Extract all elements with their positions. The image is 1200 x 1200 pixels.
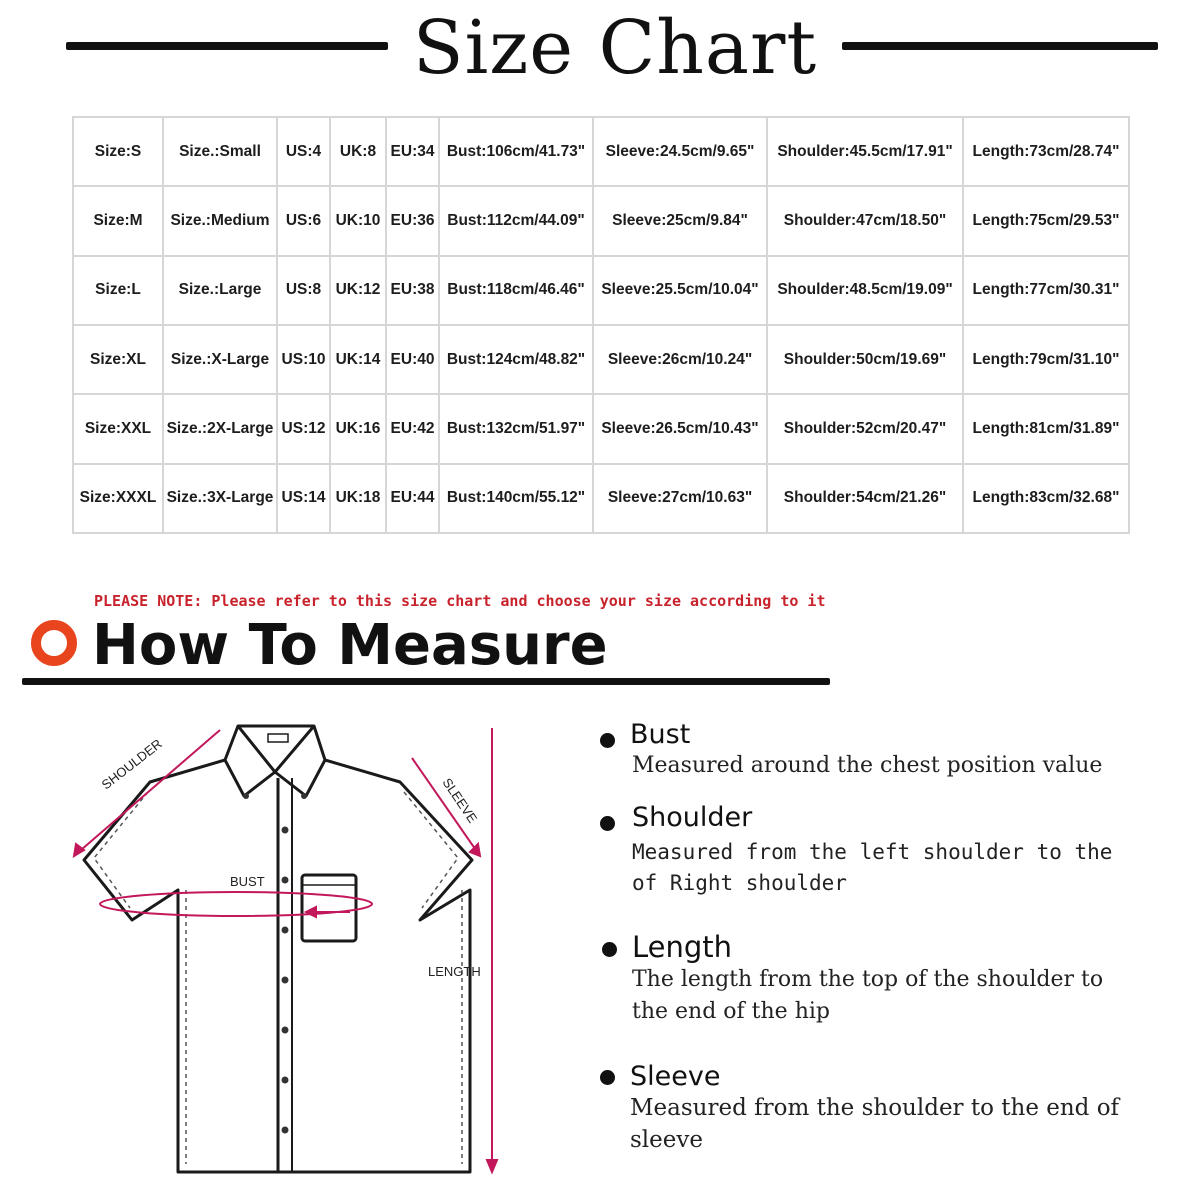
- guide-heading: Length: [632, 930, 733, 964]
- table-row: [73, 325, 1129, 394]
- circle-ring-icon: [29, 618, 79, 668]
- table-cell: EU:42: [386, 394, 439, 463]
- table-cell: Shoulder:45.5cm/17.91": [767, 117, 963, 186]
- shirt-buttons: [243, 793, 307, 1134]
- table-cell: UK:8: [330, 117, 386, 186]
- table-cell: Shoulder:47cm/18.50": [767, 186, 963, 255]
- shirt-collar: [225, 726, 325, 796]
- table-cell: Length:73cm/28.74": [963, 117, 1129, 186]
- table-cell: Size.:Large: [163, 256, 277, 325]
- guide-description: Measured around the chest position value: [632, 753, 1103, 778]
- table-cell: UK:10: [330, 186, 386, 255]
- table-cell: Sleeve:26.5cm/10.43": [593, 394, 767, 463]
- table-cell: EU:44: [386, 464, 439, 533]
- table-cell: Bust:112cm/44.09": [439, 186, 593, 255]
- table-cell: UK:14: [330, 325, 386, 394]
- table-cell: US:12: [277, 394, 330, 463]
- table-cell: Sleeve:25cm/9.84": [593, 186, 767, 255]
- table-cell: Size.:2X-Large: [163, 394, 277, 463]
- table-row: [73, 186, 1129, 255]
- table-cell: EU:38: [386, 256, 439, 325]
- table-cell: US:10: [277, 325, 330, 394]
- table-cell: Length:81cm/31.89": [963, 394, 1129, 463]
- diagram-label-shoulder: SHOULDER: [98, 736, 165, 793]
- table-cell: US:14: [277, 464, 330, 533]
- table-cell: Bust:132cm/51.97": [439, 394, 593, 463]
- table-cell: Shoulder:54cm/21.26": [767, 464, 963, 533]
- table-cell: US:6: [277, 186, 330, 255]
- table-row: [73, 464, 1129, 533]
- please-note: PLEASE NOTE: Please refer to this size chart and choose your size according to it: [94, 592, 826, 610]
- table-cell: UK:12: [330, 256, 386, 325]
- table-cell: Shoulder:48.5cm/19.09": [767, 256, 963, 325]
- table-cell: US:4: [277, 117, 330, 186]
- table-cell: Size:M: [73, 186, 163, 255]
- page-title: Size Chart: [412, 5, 818, 91]
- table-cell: Sleeve:24.5cm/9.65": [593, 117, 767, 186]
- table-cell: Size:S: [73, 117, 163, 186]
- guide-description: Measured from the left shoulder to the of Right shoulder: [632, 840, 1113, 895]
- title-rule-right: [842, 42, 1158, 50]
- table-cell: Shoulder:50cm/19.69": [767, 325, 963, 394]
- guide-heading: Bust: [630, 719, 691, 750]
- title-rule-left: [66, 42, 388, 50]
- diagram-label-bust: BUST: [230, 874, 265, 889]
- guide-description: Measured from the shoulder to the end of sleeve: [630, 1095, 1120, 1153]
- table-cell: EU:34: [386, 117, 439, 186]
- table-row: [73, 256, 1129, 325]
- table-cell: Length:83cm/32.68": [963, 464, 1129, 533]
- guide-description: The length from the top of the shoulder to the end of the hip: [632, 967, 1104, 1024]
- table-cell: Size:XL: [73, 325, 163, 394]
- bullet-dot-icon: [600, 1070, 615, 1085]
- how-to-measure-title: How To Measure: [92, 613, 608, 678]
- bullet-dot-icon: [600, 733, 615, 748]
- table-cell: Length:77cm/30.31": [963, 256, 1129, 325]
- table-cell: Sleeve:25.5cm/10.04": [593, 256, 767, 325]
- diagram-label-length: LENGTH: [428, 964, 481, 979]
- table-cell: Size.:Medium: [163, 186, 277, 255]
- table-cell: Size.:X-Large: [163, 325, 277, 394]
- table-cell: Shoulder:52cm/20.47": [767, 394, 963, 463]
- diagram-label-sleeve: SLEEVE: [439, 775, 481, 826]
- guide-heading: Shoulder: [632, 802, 753, 833]
- table-cell: Sleeve:26cm/10.24": [593, 325, 767, 394]
- table-cell: Sleeve:27cm/10.63": [593, 464, 767, 533]
- table-cell: Size.:3X-Large: [163, 464, 277, 533]
- table-cell: Length:75cm/29.53": [963, 186, 1129, 255]
- table-cell: Bust:118cm/46.46": [439, 256, 593, 325]
- guide-heading: Sleeve: [630, 1061, 721, 1092]
- table-row: [73, 394, 1129, 463]
- table-cell: Bust:106cm/41.73": [439, 117, 593, 186]
- table-cell: UK:16: [330, 394, 386, 463]
- shirt-diagram: [60, 700, 530, 1180]
- bullet-dot-icon: [600, 816, 615, 831]
- bullet-dot-icon: [602, 942, 617, 957]
- table-cell: EU:36: [386, 186, 439, 255]
- table-cell: Bust:140cm/55.12": [439, 464, 593, 533]
- table-cell: Size:XXL: [73, 394, 163, 463]
- size-chart-header: [0, 0, 1200, 100]
- table-cell: Bust:124cm/48.82": [439, 325, 593, 394]
- table-cell: Size.:Small: [163, 117, 277, 186]
- table-row: [73, 117, 1129, 186]
- measure-title-rule: [22, 678, 830, 685]
- table-cell: Size:XXXL: [73, 464, 163, 533]
- table-cell: US:8: [277, 256, 330, 325]
- table-cell: EU:40: [386, 325, 439, 394]
- table-cell: Size:L: [73, 256, 163, 325]
- table-cell: UK:18: [330, 464, 386, 533]
- shirt-collar-inner: [238, 726, 314, 772]
- table-cell: Length:79cm/31.10": [963, 325, 1129, 394]
- size-table: [72, 116, 1130, 534]
